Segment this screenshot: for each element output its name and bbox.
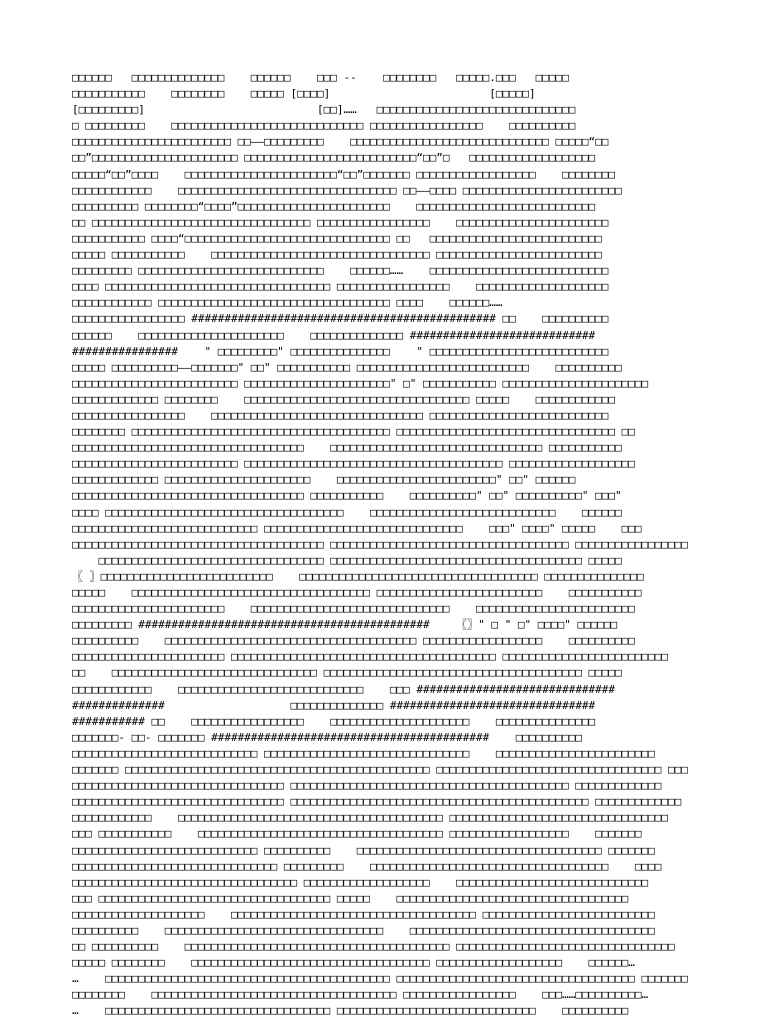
text-line: □□□□ □□□□□□□□□□□□□□□□□□□□□□□□□□□□□□□□□□ □□□□□□□□□□□□□□□□□ □□□□□□□□□□□□□□□□□□□□ — [72, 280, 609, 294]
text-line: □□□□□□□□□□□□□□□□□□□□□□□□□ □□□□□□□□□□□□□□□□□□□□□□" □" □□□□□□□□□□□ □□□□□□□□□□□□□□□□□□□□□□ — [72, 376, 649, 390]
text-line: □□□□□□□ □□□□□□□□□□□□□□□□□□□□□□□□□□□□□□□□□□□□□□□□□□□□□□ □□□□□□□□□□□□□□□□□□□□□□□□□□□□□□□□□□ □□□ — [72, 763, 688, 777]
text-line: □□□□□□□□□□□□ □□□□□□□□□□□□□□□□□□□□□□□□□□□□□□□□□□□ □□□□ □□□□□□…… — [72, 296, 503, 310]
text-line: □□□□□□□□□□□□ □□□□□□□□□□□□□□□□□□□□□□□□□□□□□□□□□□□□□□□□ □□□□□□□□□□□□□□□□□□□□□□□□□□□□□□□□□ — [72, 811, 669, 825]
text-line: □□□□□□□□□□□ □□□□“□□□□□□□□□□□□□□□□□□□□□□□□□□□□□□□ □□ □□□□□□□□□□□□□□□□□□□□□□□□□□ — [72, 231, 602, 245]
text-line: □□ □□□□□□□□□□ □□□□□□□□□□□□□□□□□□□□□□□□□□□□□□□□□□□□□□□□ □□□□□□□□□□□□□□□□□□□□□□□□□□□□□□□□□ — [72, 940, 675, 954]
text-line: □ □□□□□□□□□ □□□□□□□□□□□□□□□□□□□□□□□□□□□□□ □□□□□□□□□□□□□□□□□ □□□□□□□□□□ — [72, 119, 576, 133]
text-line: … □□□□□□□□□□□□□□□□□□□□□□□□□□□□□□□□□□□□□□□□□□□ □□□□□□□□□□□□□□□□□□□□□□□□□□□□□□□□□□□□ □□□□□□□ — [72, 972, 688, 986]
text-line: □□□□□□□□□ □□□□□□□□□□□□□□□□□□□□□□□□□□□□ □□□□□□…… □□□□□□□□□□□□□□□□□□□□□□□□□□□ — [72, 264, 609, 278]
text-line: ############## □□□□□□□□□□□□□□ ############################### — [72, 698, 596, 712]
text-line: ########### □□ □□□□□□□□□□□□□□□□□ □□□□□□□□□□□□□□□□□□□□□ □□□□□□□□□□□□□□□ — [72, 714, 596, 728]
text-line: □□□□□□□□□□□□□□□□□□□□□□□□□ □□□□□□□□□□□□□□□□□□□□□□□□□□□□□□□□□□□□□□□ □□□□□□□□□□□□□□□□□□□ — [72, 457, 635, 471]
text-line: □□□□□□□□□□□□□ □□□□□□□□□□□□□□□□□□□□□□ □□□□□□□□□□□□□□□□□□□□□□□□" □□" □□□□□□ — [72, 473, 576, 487]
text-line: □□□□□□□□ □□□□□□□□□□□□□□□□□□□□□□□□□□□□□□□□□□□□□ □□□□□□□□□□□□□□□□□ □□□……□□□□□□□□□□… — [72, 988, 649, 1002]
text-line: □□ □□□□□□□□□□□□□□□□□□□□□□□□□□□□□□□□□ □□□□□□□□□□□□□□□□□ □□□□□□□□□□□□□□□□□□□□□□□ — [72, 215, 609, 229]
text-line: □□□□□□□□□□□□□□□□□□□□□□□□□□□□□□□□ □□□□□□□□□□□□□□□□□□□□□□□□□□□□□□□□□□□□□□□□□□□□□ □□□□□□□□□□□□□ — [72, 795, 682, 809]
text-line: □□□□□□□□□□□ □□□□□□□□ □□□□□ [□□□□] [□□□□□] — [72, 87, 536, 101]
text-line: □□”□□□□□□□□□□□□□□□□□□□□□□ □□□□□□□□□□□□□□□□□□□□□□□□□□“□□”□ □□□□□□□□□□□□□□□□□□□ — [72, 151, 596, 165]
text-line: □□□□□□□□□□ □□□□□□□□“□□□□”□□□□□□□□□□□□□□□□□□□□□□□ □□□□□□□□□□□□□□□□□□□□□□□□□□□ — [72, 199, 596, 213]
text-line: □□□□□□□□□□□□□□□□□□□□□□□□□□□□□□□□□□□ □□□□□□□□□□□ □□□□□□□□□□" □□" □□□□□□□□□□" □□□" — [72, 489, 622, 503]
text-line: □□□□□□□□□□□□□□□□□□□□□□□ □□□□□□□□□□□□□□□□□□□□□□□□□□□□□□□□□□□□□□□□ □□□□□□□□□□□□□□□□□□□□□□□□□ — [72, 650, 669, 664]
text-line: □□□□□□□□□□□□□□□□□□□□ □□□□□□□□□□□□□□□□□□□□□□□□□□□□□□□□□□□□□ □□□□□□□□□□□□□□□□□□□□□□□□□□ — [72, 907, 655, 921]
body-text — [72, 70, 698, 1020]
text-line: □□□□□□□□□□□□□□□□□□□□□□□□□□□□□□□□□□□ □□□□□□□□□□□□□□□□□□□□□□□□□□□□□□□□ □□□□□□□□□□□ — [72, 441, 622, 455]
text-line: □□□□□□□□□□□□ □□□□□□□□□□□□□□□□□□□□□□□□□□□□□□□□□ □□——□□□□ □□□□□□□□□□□□□□□□□□□□□□□□ — [72, 183, 622, 197]
text-line: □□□□□□□□□□□□□□□□□□□□□□□□□□□□□□□□□□ □□□□□□□□□□□□□□□□□□□ □□□□□□□□□□□□□□□□□□□□□□□□□□□□□ — [72, 875, 649, 889]
text-line: □□□□□ □□□□□□□□□□□□□□□□□□□□□□□□□□□□□□□□□□□□ □□□□□□□□□□□□□□□□□□□□□□□□□ □□□□□□□□□□□ — [72, 586, 642, 599]
text-line: □□□□□□□□□□□□□□□□□ □□□□□□□□□□□□□□□□□□□□□□□□□□□□□□□□ □□□□□□□□□□□□□□□□□□□□□□□□□□□ — [72, 408, 609, 422]
text-line: □□□□ □□□□□□□□□□□□□□□□□□□□□□□□□□□□□□□□□□□□ □□□□□□□□□□□□□□□□□□□□□□□□□□□□ □□□□□□ — [72, 505, 622, 519]
text-line: □□□ □□□□□□□□□□□□□□□□□□□□□□□□□□□□□□□□□□□ □□□□□ □□□□□□□□□□□□□□□□□□□□□□□□□□□□□□□□□□□ — [72, 891, 629, 905]
text-line: 〖 〗□□□□□□□□□□□□□□□□□□□□□□□□□□ □□□□□□□□□□□□□□□□□□□□□□□□□□□□□□□□□□□□ □□□□□□□□□□□□□□□ — [72, 569, 644, 583]
text-line: □□□□□□□□□□□□ □□□□□□□□□□□□□□□□□□□□□□□□□□□□ □□□ ############################## — [72, 682, 616, 696]
text-line: □□□□□ □□□□□□□□□□——□□□□□□□" □□" □□□□□□□□□□□ □□□□□□□□□□□□□□□□□□□□□□□□□□ □□□□□□□□□□ — [72, 360, 622, 374]
text-line: □□□□□□□□ □□□□□□□□□□□□□□□□□□□□□□□□□□□□□□□□□□□□□□□ □□□□□□□□□□□□□□□□□□□□□□□□□□□□□□□□□ □□ — [72, 425, 635, 439]
text-line: □□□□□□□□□□□□□□□□□□□□□□□□□□□□□□□□□□ □□□□□□□□□□□□□□□□□□□□□□□□□□□□□□□□□□□□□□ □□□□□ — [72, 553, 622, 567]
text-line: … □□□□□□□□□□□□□□□□□□□□□□□□□□□□□□□□□□ □□□□□□□□□□□□□□□□□□□□□□□□□□□□□□ □□□□□□□□□□ — [72, 1004, 629, 1018]
text-line: □□□□□□□□□□□□□□□□□□□□□□□□□□□□□□□□□□□□□□ □□□□□□□□□□□□□□□□□□□□□□□□□□□□□□□□□□□□ □□□□□□□□□□□□□□□□□ — [72, 537, 688, 551]
text-line: □□□□□□□□□□□□□□□□□ ############################################## □□ □□□□□□□□□□ — [72, 312, 609, 326]
text-line: □□□□□□□□□□□□□ □□□□□□□□ □□□□□□□□□□□□□□□□□□□□□□□□□□□□□□□□□□ □□□□□ □□□□□□□□□□□□ — [72, 392, 616, 406]
text-line: □□□□□□□□□□□□□□□□□□□□□□□□□□□□□□□ □□□□□□□□□ □□□□□□□□□□□□□□□□□□□□□□□□□□□□□□□□□□□□ □□□□ — [72, 859, 662, 873]
text-line: □□□□□□□□□□ □□□□□□□□□□□□□□□□□□□□□□□□□□□□□□□□□ □□□□□□□□□□□□□□□□□□□□□□□□□□□□□□□□□□□□□ — [72, 923, 655, 937]
text-line: □□□ □□□□□□□□□□□ □□□□□□□□□□□□□□□□□□□□□□□□□□□□□□□□□□□□□ □□□□□□□□□□□□□□□□□□ □□□□□□□ — [72, 827, 642, 841]
text-line: □□□□□“□□”□□□□ □□□□□□□□□□□□□□□□□□□□□□□“□□”□□□□□□□ □□□□□□□□□□□□□□□□□□ □□□□□□□□ — [72, 167, 616, 181]
text-line: □□□□□□ □□□□□□□□□□□□□□□□□□□□□□ □□□□□□□□□□□□□□ ############################ — [72, 328, 596, 342]
text-line: □□ □□□□□□□□□□□□□□□□□□□□□□□□□□□□□□□ □□□□□□□□□□□□□□□□□□□□□□□□□□□□□□□□□□□□□□□ □□□□□ — [72, 666, 622, 680]
text-line: □□□□□□□□□ ############################################ 〖〗" □ " □" □□□□" □□□□□□ — [72, 618, 618, 632]
text-line: □□□□□□□□□□□□□□□□□□□□□□□□□□□□ □□□□□□□□□□□□□□□□□□□□□□□□□□□□□□ □□□" □□□□" □□□□□ □□□ — [72, 521, 642, 535]
text-line: □□□□□□□□□□□□□□□□□□□□□□□□□□□□ □□□□□□□□□□□□□□□□□□□□□□□□□□□□□□□ □□□□□□□□□□□□□□□□□□□□□□□□ — [72, 746, 655, 760]
text-line: [□□□□□□□□□] [□□]…… □□□□□□□□□□□□□□□□□□□□□□□□□□□□□□ — [72, 103, 576, 117]
text-line: ################ " □□□□□□□□□" □□□□□□□□□□□□□□□ " □□□□□□□□□□□□□□□□□□□□□□□□□□□ — [72, 344, 609, 358]
text-line: □□□□□□□□□□□□□□□□□□□□□□□□ □□——□□□□□□□□□ □□□□□□□□□□□□□□□□□□□□□□□□□□□□□□ □□□□□“□□ — [72, 135, 609, 149]
text-line: □□□□□□□□□□□□□□□□□□□□□□□□□□□□□□□□ □□□□□□□□□□□□□□□□□□□□□□□□□□□□□□□□□□□□□□□□□□ □□□□□□□□□□□□□ — [72, 779, 662, 793]
text-line: □□□□□□ □□□□□□□□□□□□□□ □□□□□□ □□□ -- □□□□□□□□ □□□□□.□□□ □□□□□ — [72, 71, 569, 84]
text-line: □□□□□□□- □□- □□□□□□□ ########################################## □□□□□□□□□□ — [72, 730, 582, 744]
text-line: □□□□□ □□□□□□□□ □□□□□□□□□□□□□□□□□□□□□□□□□□□□□□□□□□□□ □□□□□□□□□□□□□□□□□□□ □□□□□□… — [72, 956, 635, 970]
text-line: □□□□□□□□□□□□□□□□□□□□□□□ □□□□□□□□□□□□□□□□□□□□□□□□□□□□□□ □□□□□□□□□□□□□□□□□□□□□□□□ — [72, 602, 635, 616]
text-line: □□□□□□□□□□□□□□□□□□□□□□□□□□□□ □□□□□□□□□□ □□□□□□□□□□□□□□□□□□□□□□□□□□□□□□□□□□□□□ □□□□□□□ — [72, 843, 655, 857]
text-line: □□□□□ □□□□□□□□□□□ □□□□□□□□□□□□□□□□□□□□□□□□□□□□□□□□□ □□□□□□□□□□□□□□□□□□□□□□□□□ — [72, 248, 602, 262]
text-line: □□□□□□□□□□ □□□□□□□□□□□□□□□□□□□□□□□□□□□□□□□□□□□□□□ □□□□□□□□□□□□□□□□□□ □□□□□□□□□□ — [72, 634, 635, 648]
